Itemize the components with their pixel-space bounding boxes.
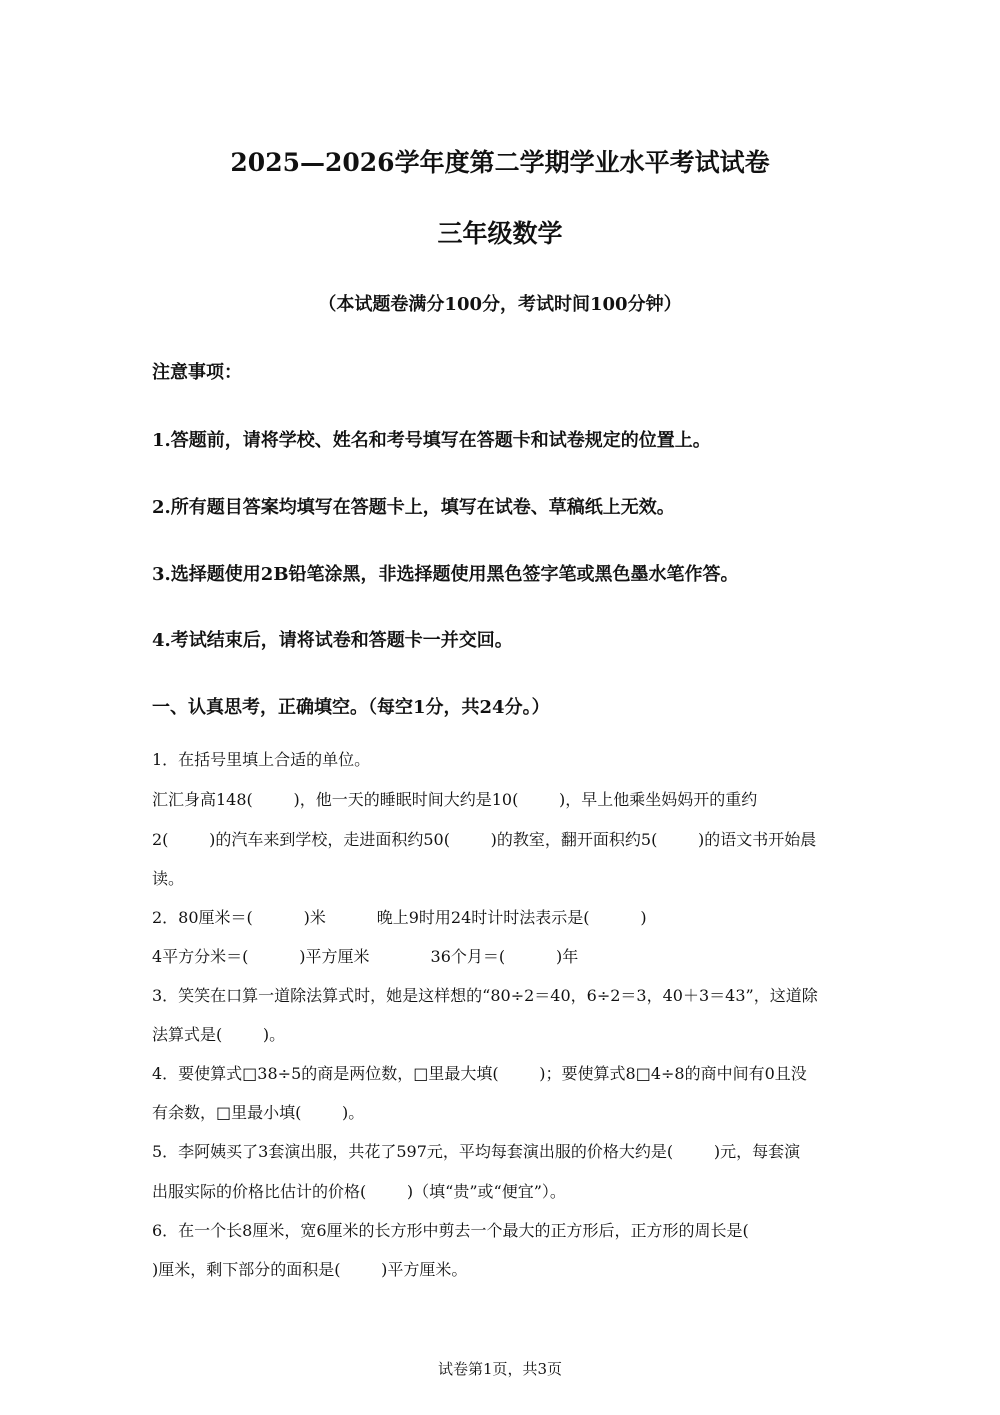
notice-item: 1.答题前，请将学校、姓名和考号填写在答题卡和试卷规定的位置上。: [152, 430, 711, 451]
question-line: 汇汇身高148( )，他一天的睡眠时间大约是10( )，早上他乘坐妈妈开的重约: [152, 790, 758, 809]
notice-item: 2.所有题目答案均填写在答题卡上，填写在试卷、草稿纸上无效。: [152, 497, 675, 518]
question-line: )厘米，剩下部分的面积是( )平方厘米。: [152, 1260, 468, 1279]
page-footer: 试卷第1页，共3页: [437, 1360, 563, 1378]
question-line: 法算式是( )。: [152, 1025, 286, 1044]
question-line: 3．笑笑在口算一道除法算式时，她是这样想的“80÷2＝40，6÷2＝3，40＋3＝43”，这道除: [152, 986, 818, 1005]
question-line: 6．在一个长8厘米，宽6厘米的长方形中剪去一个最大的正方形后，正方形的周长是(: [152, 1221, 749, 1240]
question-line: 出服实际的价格比估计的价格( )（填“贵”或“便宜”）。: [152, 1182, 566, 1201]
question-line: 5．李阿姨买了3套演出服，共花了597元，平均每套演出服的价格大约是( )元，每套演: [152, 1142, 801, 1161]
question-line: 4．要使算式□38÷5的商是两位数，□里最大填( )；要使算式8□4÷8的商中间有0且没: [152, 1064, 807, 1083]
question-line: 1．在括号里填上合适的单位。: [152, 750, 371, 769]
notice-heading: 注意事项：: [152, 362, 242, 383]
notice-item: 4.考试结束后，请将试卷和答题卡一并交回。: [152, 630, 513, 651]
section-heading: 一、认真思考，正确填空。（每空1分，共24分。）: [152, 697, 550, 718]
exam-title: 2025—2026学年度第二学期学业水平考试试卷: [230, 148, 770, 177]
subject-title: 三年级数学: [437, 219, 563, 248]
question-line: 有余数，□里最小填( )。: [152, 1103, 365, 1122]
exam-note: （本试题卷满分100分，考试时间100分钟）: [318, 294, 682, 315]
question-line: 读。: [152, 869, 185, 888]
question-line: 2．80厘米＝( )米 晚上9时用24时计时法表示是( ): [152, 908, 647, 927]
question-line: 2( )的汽车来到学校，走进面积约50( )的教室，翻开面积约5( )的语文书开始晨: [152, 830, 817, 849]
question-line: 4平方分米＝( )平方厘米 36个月＝( )年: [152, 947, 579, 966]
notice-item: 3.选择题使用2B铅笔涂黑，非选择题使用黑色签字笔或黑色墨水笔作答。: [152, 564, 739, 585]
